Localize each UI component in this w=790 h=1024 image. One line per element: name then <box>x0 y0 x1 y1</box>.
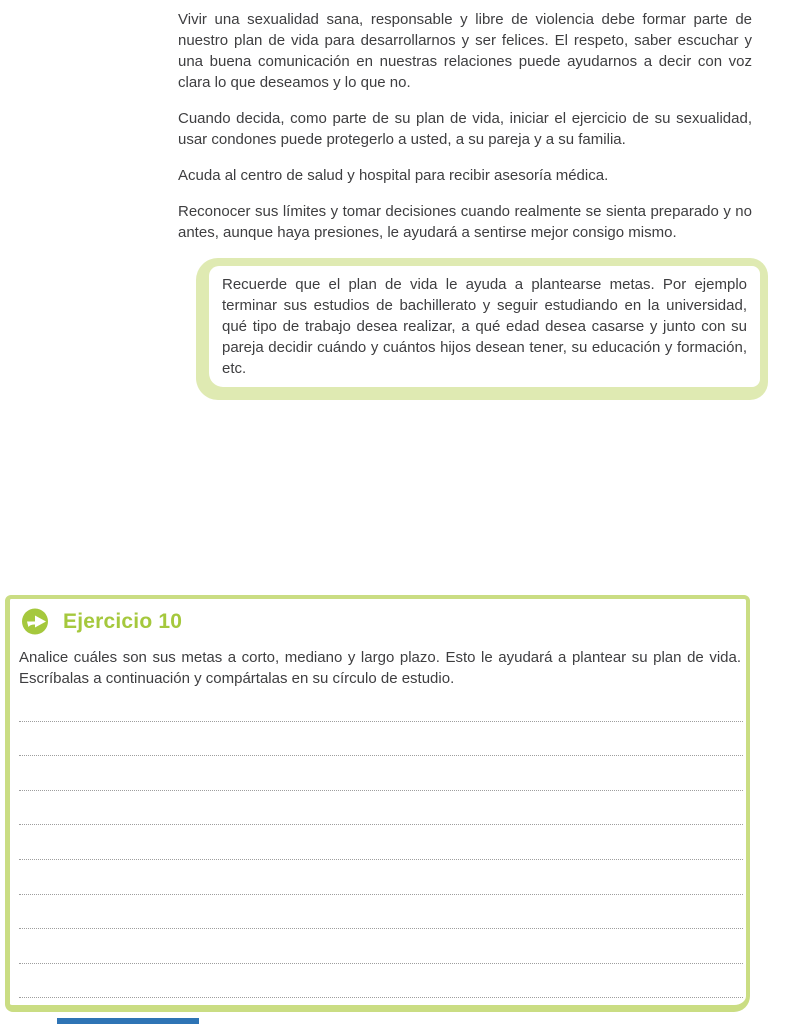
writing-line <box>19 964 743 999</box>
exercise-title: Ejercicio 10 <box>63 609 183 633</box>
paragraph-sexualidad-sana: Vivir una sexualidad sana, responsable y libre de violencia debe formar parte de nuestro plan de vida para desarrollarnos y ser felices. El respeto, saber escuchar y una buena comunicación en nuestras relaciones puede ayudarnos a decir con voz clara lo que deseamos y lo que no. <box>178 11 752 91</box>
writing-line <box>19 722 743 757</box>
callout-text: Recuerde que el plan de vida le ayuda a plantearse metas. Por ejemplo terminar sus estudios de bachillerato y seguir estudiando en la universidad, qué tipo de trabajo desea realizar, a qué edad desea casarse y junto con su pareja decidir cuándo y cuántos hijos desean tener, su educación y formación, etc. <box>222 276 747 377</box>
exercise-box <box>5 595 750 1012</box>
callout-box <box>196 258 768 400</box>
writing-lines <box>19 687 743 998</box>
writing-line <box>19 756 743 791</box>
paragraph-reconocer-limites: Reconocer sus límites y tomar decisiones cuando realmente se sienta preparado y no antes, aunque haya presiones, le ayudará a sentirse mejor consigo mismo. <box>178 203 752 241</box>
exercise-header <box>22 608 746 635</box>
writing-line <box>19 895 743 930</box>
callout-inner-panel <box>209 266 760 387</box>
paragraph-centro-de-salud: Acuda al centro de salud y hospital para recibir asesoría médica. <box>178 167 609 184</box>
writing-line <box>19 825 743 860</box>
exercise-instructions: Analice cuáles son sus metas a corto, mediano y largo plazo. Esto le ayudará a plantear su plan de vida. Escríbalas a continuación y compártalas en su círculo de estudio. <box>19 649 741 687</box>
arrow-right-circle-icon <box>22 608 49 635</box>
body-text-column <box>178 9 752 258</box>
footer-bar <box>57 1018 199 1024</box>
writing-line <box>19 860 743 895</box>
writing-line <box>19 929 743 964</box>
paragraph-plan-de-vida-condones: Cuando decida, como parte de su plan de vida, iniciar el ejercicio de su sexualidad, usar condones puede protegerlo a usted, a su pareja y a su familia. <box>178 110 752 148</box>
writing-line <box>19 791 743 826</box>
writing-line <box>19 687 743 722</box>
